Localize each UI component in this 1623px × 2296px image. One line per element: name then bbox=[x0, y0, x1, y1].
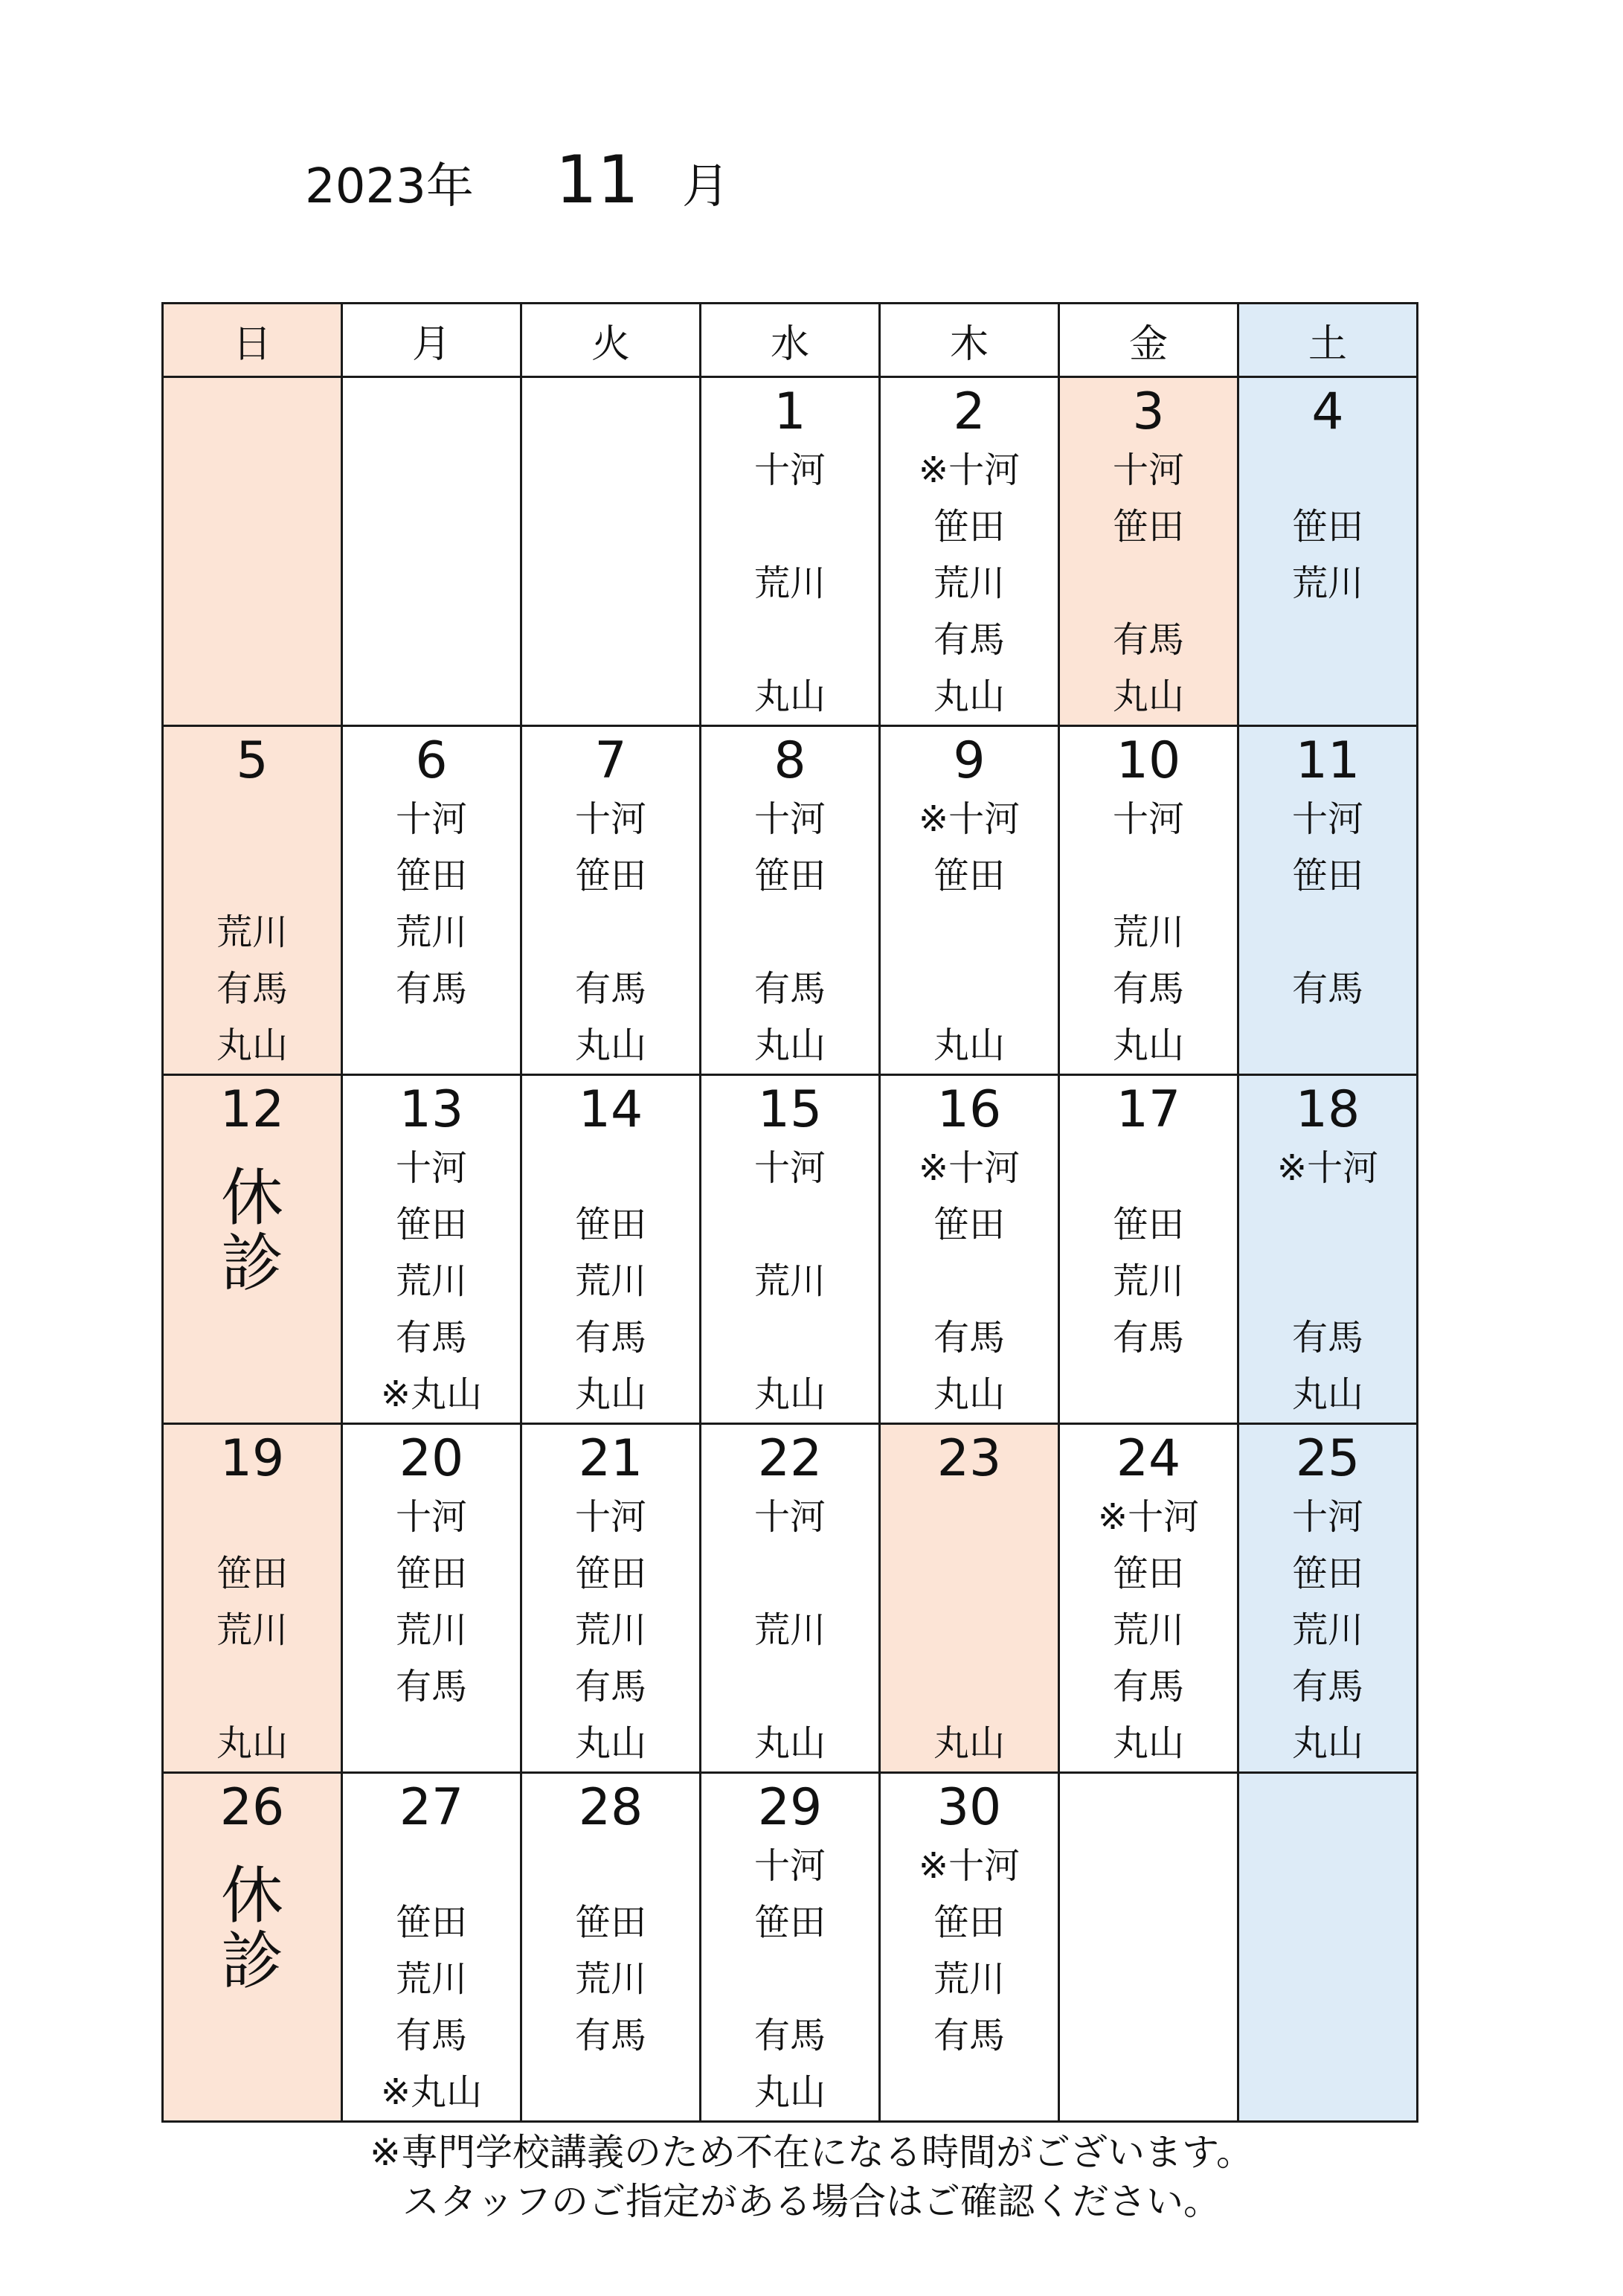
calendar-day-cell bbox=[1238, 726, 1418, 1075]
staff-name: 有馬 bbox=[933, 1317, 1005, 1359]
year-label: 2023年 bbox=[305, 159, 474, 214]
staff-name bbox=[164, 555, 341, 612]
calendar-day-cell bbox=[163, 1075, 342, 1424]
staff-name: 丸山 bbox=[216, 1722, 288, 1764]
staff-name bbox=[164, 498, 341, 555]
day-number bbox=[164, 382, 341, 442]
staff-name: 十河 bbox=[574, 798, 646, 840]
staff-name: 笹田 bbox=[395, 855, 467, 897]
calendar-day-cell bbox=[701, 726, 880, 1075]
staff-name: 有馬 bbox=[574, 1666, 646, 1707]
calendar-day-cell bbox=[1059, 1075, 1238, 1424]
weekday-header-tue: 火 bbox=[521, 304, 701, 377]
calendar-day-cell bbox=[163, 1424, 342, 1773]
calendar-day-cell bbox=[701, 1773, 880, 2122]
staff-name: 笹田 bbox=[395, 1902, 467, 1943]
staff-name bbox=[1239, 1894, 1416, 1951]
staff-name: ※十河 bbox=[918, 1845, 1021, 1887]
calendar-day-cell bbox=[163, 1773, 342, 2122]
day-number bbox=[522, 382, 699, 442]
staff-name: 笹田 bbox=[574, 1902, 646, 1943]
staff-name: 笹田 bbox=[753, 1902, 826, 1943]
staff-name: 有馬 bbox=[395, 1666, 467, 1707]
staff-name: 笹田 bbox=[1112, 1204, 1184, 1245]
staff-name: 十河 bbox=[395, 1147, 467, 1189]
staff-name: ※丸山 bbox=[380, 1373, 483, 1415]
day-number: 3 bbox=[1132, 382, 1165, 441]
staff-name: 荒川 bbox=[395, 1958, 467, 2000]
staff-name: 丸山 bbox=[574, 1373, 646, 1415]
staff-name bbox=[164, 668, 341, 725]
staff-name: 丸山 bbox=[753, 676, 826, 717]
staff-name: 笹田 bbox=[1291, 1553, 1363, 1594]
staff-name: 丸山 bbox=[753, 1722, 826, 1764]
calendar-day-cell bbox=[1059, 377, 1238, 726]
staff-name: 笹田 bbox=[395, 1204, 467, 1245]
calendar-day-cell bbox=[880, 1424, 1059, 1773]
staff-name: 有馬 bbox=[216, 968, 288, 1010]
staff-name: 十河 bbox=[1291, 1496, 1363, 1538]
weekday-header-sun: 日 bbox=[163, 304, 342, 377]
day-number bbox=[1060, 1778, 1237, 1838]
staff-name: 笹田 bbox=[574, 1204, 646, 1245]
calendar-day-cell bbox=[880, 1773, 1059, 2122]
staff-name: 有馬 bbox=[574, 1317, 646, 1359]
staff-name bbox=[164, 612, 341, 668]
staff-name bbox=[1239, 612, 1416, 668]
staff-name bbox=[522, 668, 699, 725]
calendar-day-cell bbox=[342, 377, 521, 726]
day-number: 2 bbox=[953, 382, 986, 441]
staff-name bbox=[881, 961, 1058, 1017]
staff-name bbox=[701, 612, 878, 668]
staff-name: 荒川 bbox=[933, 562, 1005, 604]
staff-name bbox=[164, 1489, 341, 1545]
staff-name: 笹田 bbox=[933, 855, 1005, 897]
staff-name bbox=[522, 2064, 699, 2120]
month-number: 11 bbox=[555, 141, 639, 218]
calendar-day-cell bbox=[342, 726, 521, 1075]
staff-name: 有馬 bbox=[574, 2015, 646, 2056]
calendar-day-cell bbox=[1238, 1773, 1418, 2122]
staff-name: 荒川 bbox=[395, 1260, 467, 1302]
day-number: 16 bbox=[936, 1080, 1002, 1139]
weekday-header-fri: 金 bbox=[1059, 304, 1238, 377]
staff-name bbox=[522, 612, 699, 668]
staff-name bbox=[522, 1140, 699, 1196]
staff-name: 丸山 bbox=[753, 2071, 826, 2113]
calendar-week-row bbox=[163, 377, 1418, 726]
staff-name: 笹田 bbox=[395, 1553, 467, 1594]
staff-name bbox=[522, 1838, 699, 1894]
weekday-header-wed: 水 bbox=[701, 304, 880, 377]
staff-name: 荒川 bbox=[1291, 1609, 1363, 1651]
calendar-title bbox=[305, 141, 730, 218]
staff-name bbox=[701, 1545, 878, 1602]
day-number: 28 bbox=[578, 1778, 643, 1837]
staff-name bbox=[1239, 1951, 1416, 2007]
calendar-day-cell bbox=[521, 1424, 701, 1773]
day-number: 1 bbox=[774, 382, 806, 441]
staff-name: 荒川 bbox=[574, 1609, 646, 1651]
staff-name: 有馬 bbox=[1291, 1666, 1363, 1707]
staff-name bbox=[343, 612, 520, 668]
calendar-day-cell bbox=[521, 377, 701, 726]
staff-name: 十河 bbox=[395, 1496, 467, 1538]
calendar-day-cell bbox=[1059, 726, 1238, 1075]
staff-name bbox=[1239, 1196, 1416, 1253]
day-number: 5 bbox=[236, 731, 269, 790]
staff-name bbox=[1239, 1253, 1416, 1309]
staff-name bbox=[881, 1602, 1058, 1658]
calendar-day-cell bbox=[880, 1075, 1059, 1424]
staff-name: 荒川 bbox=[574, 1958, 646, 2000]
day-number: 9 bbox=[953, 731, 986, 790]
staff-name: 有馬 bbox=[753, 968, 826, 1010]
staff-name: 丸山 bbox=[216, 1024, 288, 1066]
day-number: 11 bbox=[1295, 731, 1360, 790]
calendar-day-cell bbox=[342, 1075, 521, 1424]
day-number: 18 bbox=[1295, 1080, 1360, 1139]
staff-name: 笹田 bbox=[1112, 506, 1184, 548]
staff-name: 有馬 bbox=[1291, 1317, 1363, 1359]
staff-name bbox=[881, 1545, 1058, 1602]
staff-name bbox=[1239, 904, 1416, 961]
staff-name: 丸山 bbox=[933, 1373, 1005, 1415]
staff-name bbox=[1239, 2007, 1416, 2064]
staff-name: 有馬 bbox=[574, 968, 646, 1010]
footnote bbox=[0, 2128, 1623, 2226]
calendar-day-cell bbox=[342, 1424, 521, 1773]
staff-name: 十河 bbox=[753, 798, 826, 840]
staff-name: 有馬 bbox=[395, 1317, 467, 1359]
staff-name bbox=[522, 904, 699, 961]
staff-name bbox=[1239, 2064, 1416, 2120]
staff-name bbox=[701, 904, 878, 961]
calendar-day-cell bbox=[163, 377, 342, 726]
staff-name: 十河 bbox=[753, 1845, 826, 1887]
day-number: 7 bbox=[594, 731, 627, 790]
calendar-day-cell bbox=[342, 1773, 521, 2122]
staff-name bbox=[881, 904, 1058, 961]
staff-name: 荒川 bbox=[933, 1958, 1005, 2000]
staff-name: ※十河 bbox=[918, 1147, 1021, 1189]
calendar-day-cell bbox=[1238, 377, 1418, 726]
day-number: 23 bbox=[936, 1429, 1002, 1488]
staff-name: ※十河 bbox=[918, 449, 1021, 491]
staff-name: 荒川 bbox=[216, 911, 288, 953]
staff-name: 笹田 bbox=[216, 1553, 288, 1594]
staff-name bbox=[1060, 1894, 1237, 1951]
staff-name: 有馬 bbox=[1291, 968, 1363, 1010]
staff-name: 丸山 bbox=[574, 1024, 646, 1066]
staff-name bbox=[881, 1489, 1058, 1545]
staff-name: 丸山 bbox=[1291, 1722, 1363, 1764]
staff-name bbox=[522, 498, 699, 555]
staff-name: 荒川 bbox=[1112, 1609, 1184, 1651]
month-unit-label: 月 bbox=[681, 159, 730, 214]
staff-name bbox=[701, 1951, 878, 2007]
day-number: 13 bbox=[399, 1080, 464, 1139]
staff-name: 荒川 bbox=[395, 1609, 467, 1651]
staff-name bbox=[164, 1658, 341, 1715]
staff-name: 丸山 bbox=[933, 676, 1005, 717]
staff-name: 荒川 bbox=[1112, 911, 1184, 953]
staff-name: 十河 bbox=[753, 1147, 826, 1189]
staff-name: ※十河 bbox=[918, 798, 1021, 840]
staff-name: 有馬 bbox=[933, 619, 1005, 661]
weekday-header-sat: 土 bbox=[1238, 304, 1418, 377]
weekday-header-thu: 木 bbox=[880, 304, 1059, 377]
staff-name: 丸山 bbox=[574, 1722, 646, 1764]
day-number: 29 bbox=[757, 1778, 823, 1837]
calendar-day-cell bbox=[701, 1424, 880, 1773]
calendar-day-cell bbox=[880, 377, 1059, 726]
calendar-day-cell bbox=[1059, 1424, 1238, 1773]
closed-day-label: 休 bbox=[220, 1859, 283, 1932]
staff-name: ※十河 bbox=[1276, 1147, 1379, 1189]
staff-name: 笹田 bbox=[933, 1902, 1005, 1943]
staff-name: 丸山 bbox=[1112, 676, 1184, 717]
calendar-week-row bbox=[163, 1424, 1418, 1773]
staff-name bbox=[343, 668, 520, 725]
staff-name bbox=[1060, 1838, 1237, 1894]
day-number: 24 bbox=[1116, 1429, 1181, 1488]
staff-name bbox=[881, 1658, 1058, 1715]
staff-name: 十河 bbox=[1112, 798, 1184, 840]
staff-name bbox=[1239, 1838, 1416, 1894]
closed-day-label: 診 bbox=[220, 1227, 283, 1300]
staff-name: 荒川 bbox=[395, 911, 467, 953]
day-number: 17 bbox=[1116, 1080, 1181, 1139]
staff-schedule-calendar bbox=[161, 302, 1418, 2123]
day-number: 12 bbox=[219, 1080, 285, 1139]
staff-name: 笹田 bbox=[753, 855, 826, 897]
calendar-week-row bbox=[163, 726, 1418, 1075]
day-number: 19 bbox=[219, 1429, 285, 1488]
staff-name: 有馬 bbox=[933, 2015, 1005, 2056]
day-number bbox=[343, 382, 520, 442]
staff-name bbox=[522, 555, 699, 612]
staff-name bbox=[1060, 1140, 1237, 1196]
staff-name bbox=[164, 847, 341, 904]
staff-name bbox=[881, 1253, 1058, 1309]
staff-name bbox=[343, 498, 520, 555]
staff-name: 荒川 bbox=[753, 562, 826, 604]
staff-name bbox=[343, 442, 520, 498]
calendar-day-cell bbox=[1059, 1773, 1238, 2122]
staff-name: 十河 bbox=[753, 449, 826, 491]
staff-name bbox=[343, 555, 520, 612]
calendar-day-cell bbox=[521, 1773, 701, 2122]
staff-name: 荒川 bbox=[1112, 1260, 1184, 1302]
staff-name: 丸山 bbox=[753, 1373, 826, 1415]
staff-name: 丸山 bbox=[933, 1722, 1005, 1764]
day-number: 30 bbox=[936, 1778, 1002, 1837]
weekday-header-row bbox=[163, 304, 1418, 377]
day-number: 27 bbox=[399, 1778, 464, 1837]
staff-name bbox=[1060, 2007, 1237, 2064]
staff-name: 荒川 bbox=[753, 1609, 826, 1651]
calendar-day-cell bbox=[521, 1075, 701, 1424]
staff-name bbox=[1239, 1017, 1416, 1074]
staff-name bbox=[343, 1715, 520, 1771]
staff-name: 笹田 bbox=[574, 1553, 646, 1594]
staff-name: 十河 bbox=[395, 798, 467, 840]
day-number bbox=[1239, 1778, 1416, 1838]
staff-name: 十河 bbox=[1112, 449, 1184, 491]
staff-name bbox=[343, 1838, 520, 1894]
staff-name: 有馬 bbox=[1112, 619, 1184, 661]
staff-name bbox=[1239, 442, 1416, 498]
staff-name bbox=[1060, 555, 1237, 612]
staff-name bbox=[1060, 2064, 1237, 2120]
staff-name: 笹田 bbox=[1291, 855, 1363, 897]
calendar-day-cell bbox=[880, 726, 1059, 1075]
day-number: 25 bbox=[1295, 1429, 1360, 1488]
staff-name: 十河 bbox=[1291, 798, 1363, 840]
staff-name: 有馬 bbox=[753, 2015, 826, 2056]
staff-name bbox=[701, 498, 878, 555]
staff-name bbox=[1060, 1366, 1237, 1423]
calendar-day-cell bbox=[701, 377, 880, 726]
staff-name: 笹田 bbox=[1291, 506, 1363, 548]
day-number: 10 bbox=[1116, 731, 1181, 790]
day-number: 20 bbox=[399, 1429, 464, 1488]
staff-name bbox=[522, 442, 699, 498]
day-number: 21 bbox=[578, 1429, 643, 1488]
staff-name bbox=[701, 1309, 878, 1366]
staff-name: ※十河 bbox=[1097, 1496, 1200, 1538]
staff-name: 笹田 bbox=[933, 1204, 1005, 1245]
staff-name bbox=[701, 1196, 878, 1253]
calendar-day-cell bbox=[163, 726, 342, 1075]
staff-name: 有馬 bbox=[1112, 968, 1184, 1010]
day-number: 15 bbox=[757, 1080, 823, 1139]
staff-name: 丸山 bbox=[753, 1024, 826, 1066]
staff-name: 有馬 bbox=[1112, 1666, 1184, 1707]
calendar-week-row bbox=[163, 1075, 1418, 1424]
staff-name: 笹田 bbox=[1112, 1553, 1184, 1594]
staff-name: 笹田 bbox=[933, 506, 1005, 548]
staff-name bbox=[164, 442, 341, 498]
staff-name: 十河 bbox=[753, 1496, 826, 1538]
staff-name: ※丸山 bbox=[380, 2071, 483, 2113]
closed-day-label: 休 bbox=[220, 1161, 283, 1234]
day-number: 6 bbox=[415, 731, 448, 790]
calendar-day-cell bbox=[521, 726, 701, 1075]
staff-name: 荒川 bbox=[1291, 562, 1363, 604]
staff-name: 笹田 bbox=[574, 855, 646, 897]
staff-name bbox=[1239, 668, 1416, 725]
day-number: 14 bbox=[578, 1080, 643, 1139]
calendar-day-cell bbox=[1238, 1075, 1418, 1424]
staff-name: 荒川 bbox=[753, 1260, 826, 1302]
day-number: 26 bbox=[219, 1778, 285, 1837]
weekday-header-mon: 月 bbox=[342, 304, 521, 377]
staff-name: 丸山 bbox=[1112, 1024, 1184, 1066]
staff-name: 荒川 bbox=[216, 1609, 288, 1651]
staff-name: 丸山 bbox=[1291, 1373, 1363, 1415]
calendar-body bbox=[163, 377, 1418, 2122]
staff-name: 有馬 bbox=[395, 2015, 467, 2056]
calendar-day-cell bbox=[1238, 1424, 1418, 1773]
day-number: 22 bbox=[757, 1429, 823, 1488]
staff-name bbox=[164, 791, 341, 847]
staff-name bbox=[1060, 1951, 1237, 2007]
closed-day-label: 診 bbox=[220, 1925, 283, 1998]
calendar-day-cell bbox=[701, 1075, 880, 1424]
staff-name bbox=[343, 1017, 520, 1074]
day-number: 4 bbox=[1311, 382, 1344, 441]
staff-name: 丸山 bbox=[1112, 1722, 1184, 1764]
staff-name bbox=[701, 1658, 878, 1715]
staff-name: 有馬 bbox=[395, 968, 467, 1010]
staff-name bbox=[1060, 847, 1237, 904]
day-number: 8 bbox=[774, 731, 806, 790]
footnote-line-2: スタッフのご指定がある場合はご確認ください。 bbox=[402, 2180, 1221, 2223]
calendar-week-row bbox=[163, 1773, 1418, 2122]
staff-name: 荒川 bbox=[574, 1260, 646, 1302]
staff-name: 丸山 bbox=[933, 1024, 1005, 1066]
staff-name bbox=[881, 2064, 1058, 2120]
staff-name: 有馬 bbox=[1112, 1317, 1184, 1359]
staff-name: 十河 bbox=[574, 1496, 646, 1538]
footnote-line-1: ※専門学校講義のため不在になる時間がございます。 bbox=[370, 2131, 1253, 2174]
